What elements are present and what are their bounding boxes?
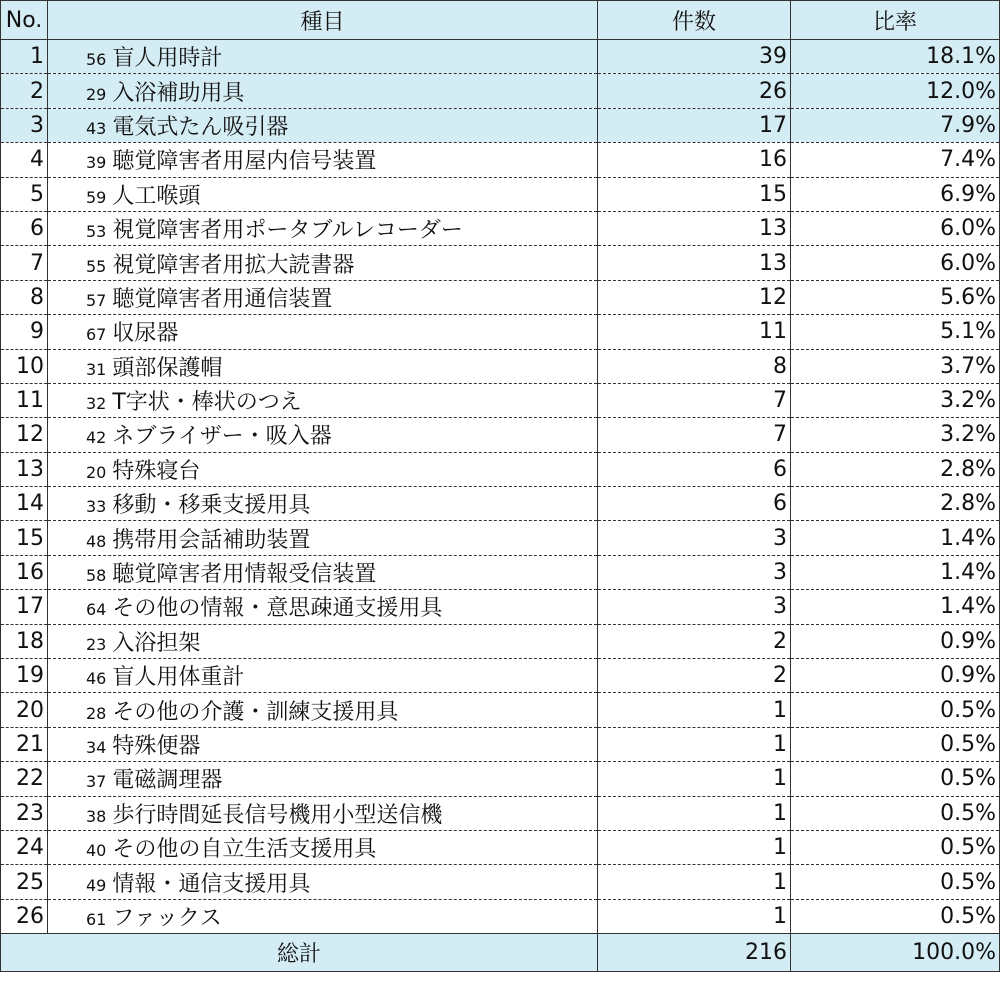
item-name: ファックス: [112, 905, 222, 931]
row-count: 1: [598, 693, 791, 727]
table-row: [1, 40, 1000, 74]
row-ratio: 7.9%: [791, 108, 1000, 142]
row-item: [48, 40, 598, 74]
row-ratio: 12.0%: [791, 74, 1000, 108]
row-ratio: 0.5%: [791, 796, 1000, 830]
header-row: [1, 1, 1000, 40]
row-ratio: 3.7%: [791, 349, 1000, 383]
item-code: 61: [86, 909, 107, 929]
row-count: 17: [598, 108, 791, 142]
row-no: 8: [1, 280, 48, 314]
table-row: [1, 280, 1000, 314]
row-count: 7: [598, 418, 791, 452]
row-no: 15: [1, 521, 48, 555]
item-name: 収尿器: [112, 321, 179, 347]
item-code: 20: [86, 462, 107, 482]
total-label: 総計: [1, 934, 598, 972]
row-no: 24: [1, 830, 48, 864]
row-item: [48, 246, 598, 280]
item-name: 視覚障害者用拡大読書器: [112, 252, 355, 278]
row-item: [48, 624, 598, 658]
row-no: 19: [1, 659, 48, 693]
header-count: 件数: [598, 1, 791, 40]
row-count: 39: [598, 40, 791, 74]
row-no: 21: [1, 727, 48, 761]
row-item: [48, 590, 598, 624]
row-no: 14: [1, 487, 48, 521]
item-code: 32: [86, 394, 107, 414]
item-code: 67: [86, 325, 107, 345]
row-ratio: 2.8%: [791, 452, 1000, 486]
row-item: [48, 693, 598, 727]
item-code: 29: [86, 84, 107, 104]
row-item: [48, 315, 598, 349]
row-no: 11: [1, 383, 48, 417]
item-code: 48: [86, 531, 107, 551]
row-count: 13: [598, 211, 791, 245]
item-code: 33: [86, 497, 107, 517]
item-code: 53: [86, 222, 107, 242]
row-no: 1: [1, 40, 48, 74]
row-count: 15: [598, 177, 791, 211]
header-ratio: 比率: [791, 1, 1000, 40]
item-code: 40: [86, 841, 107, 861]
row-item: [48, 487, 598, 521]
row-ratio: 0.5%: [791, 762, 1000, 796]
table-row: [1, 555, 1000, 589]
table-row: [1, 659, 1000, 693]
table-row: [1, 143, 1000, 177]
item-name: 移動・移乗支援用具: [112, 493, 311, 519]
total-ratio: 100.0%: [791, 934, 1000, 972]
row-ratio: 0.5%: [791, 865, 1000, 899]
row-count: 7: [598, 383, 791, 417]
row-no: 17: [1, 590, 48, 624]
item-name: 頭部保護帽: [112, 355, 223, 381]
row-count: 6: [598, 487, 791, 521]
row-ratio: 1.4%: [791, 555, 1000, 589]
table-row: [1, 624, 1000, 658]
item-code: 31: [86, 359, 107, 379]
item-name: 特殊寝台: [112, 458, 201, 484]
row-no: 22: [1, 762, 48, 796]
table-row: [1, 487, 1000, 521]
row-ratio: 0.5%: [791, 830, 1000, 864]
row-ratio: 0.5%: [791, 899, 1000, 933]
row-no: 12: [1, 418, 48, 452]
row-count: 2: [598, 659, 791, 693]
item-name: 視覚障害者用ポータブルレコーダー: [112, 218, 463, 244]
item-code: 43: [86, 118, 107, 138]
row-no: 26: [1, 899, 48, 933]
row-no: 23: [1, 796, 48, 830]
row-item: [48, 659, 598, 693]
table-row: [1, 177, 1000, 211]
row-ratio: 7.4%: [791, 143, 1000, 177]
row-item: [48, 211, 598, 245]
item-code: 23: [86, 634, 107, 654]
row-ratio: 6.9%: [791, 177, 1000, 211]
table-footer: [1, 934, 1000, 972]
row-count: 13: [598, 246, 791, 280]
row-item: [48, 349, 598, 383]
item-name: その他の情報・意思疎通支援用具: [112, 596, 443, 622]
table-row: [1, 899, 1000, 933]
row-count: 3: [598, 521, 791, 555]
table-row: [1, 590, 1000, 624]
row-no: 9: [1, 315, 48, 349]
row-no: 2: [1, 74, 48, 108]
table-row: [1, 830, 1000, 864]
row-item: [48, 418, 598, 452]
table-row: [1, 211, 1000, 245]
item-name: 歩行時間延長信号機用小型送信機: [112, 802, 443, 828]
row-ratio: 3.2%: [791, 418, 1000, 452]
row-count: 6: [598, 452, 791, 486]
row-no: 3: [1, 108, 48, 142]
item-name: 聴覚障害者用情報受信装置: [112, 562, 377, 588]
row-ratio: 5.6%: [791, 280, 1000, 314]
item-name: 電気式たん吸引器: [112, 114, 289, 140]
row-ratio: 18.1%: [791, 40, 1000, 74]
item-name: その他の介護・訓練支援用具: [112, 699, 399, 725]
row-count: 3: [598, 555, 791, 589]
row-item: [48, 521, 598, 555]
table-row: [1, 693, 1000, 727]
item-name: その他の自立生活支援用具: [112, 837, 377, 863]
item-code: 39: [86, 153, 107, 173]
table-row: [1, 246, 1000, 280]
table-row: [1, 796, 1000, 830]
row-count: 1: [598, 830, 791, 864]
table-header: [1, 1, 1000, 40]
row-item: [48, 727, 598, 761]
item-name: 聴覚障害者用通信装置: [112, 286, 333, 312]
table-row: [1, 315, 1000, 349]
row-ratio: 0.9%: [791, 624, 1000, 658]
header-no: No.: [1, 1, 48, 40]
row-count: 1: [598, 727, 791, 761]
row-count: 12: [598, 280, 791, 314]
row-item: [48, 143, 598, 177]
row-count: 3: [598, 590, 791, 624]
item-code: 59: [86, 187, 107, 207]
row-count: 1: [598, 865, 791, 899]
item-name: ネブライザー・吸入器: [112, 424, 332, 450]
row-item: [48, 762, 598, 796]
row-ratio: 0.9%: [791, 659, 1000, 693]
total-count: 216: [598, 934, 791, 972]
row-ratio: 1.4%: [791, 521, 1000, 555]
item-name: 盲人用時計: [112, 46, 223, 72]
item-name: 入浴担架: [112, 630, 201, 656]
item-name: T字状・棒状のつえ: [112, 390, 302, 416]
row-count: 8: [598, 349, 791, 383]
row-ratio: 2.8%: [791, 487, 1000, 521]
table-row: [1, 108, 1000, 142]
table-body: [1, 40, 1000, 934]
row-count: 11: [598, 315, 791, 349]
item-name: 入浴補助用具: [112, 80, 245, 106]
row-ratio: 0.5%: [791, 727, 1000, 761]
table-row: [1, 762, 1000, 796]
item-name: 特殊便器: [112, 734, 201, 759]
item-name: 情報・通信支援用具: [112, 871, 311, 897]
item-code: 46: [86, 669, 107, 689]
row-no: 25: [1, 865, 48, 899]
header-item: 種目: [48, 1, 598, 40]
row-count: 16: [598, 143, 791, 177]
row-ratio: 0.5%: [791, 693, 1000, 727]
row-ratio: 5.1%: [791, 315, 1000, 349]
row-ratio: 6.0%: [791, 246, 1000, 280]
row-no: 13: [1, 452, 48, 486]
row-no: 20: [1, 693, 48, 727]
row-no: 10: [1, 349, 48, 383]
item-code: 57: [86, 290, 107, 310]
row-count: 1: [598, 796, 791, 830]
item-code: 28: [86, 703, 107, 723]
item-code: 49: [86, 875, 107, 895]
item-code: 64: [86, 600, 107, 620]
table-row: [1, 383, 1000, 417]
table-row: [1, 349, 1000, 383]
row-no: 5: [1, 177, 48, 211]
row-count: 1: [598, 899, 791, 933]
row-item: [48, 383, 598, 417]
row-no: 7: [1, 246, 48, 280]
row-ratio: 6.0%: [791, 211, 1000, 245]
row-no: 6: [1, 211, 48, 245]
table-row: [1, 74, 1000, 108]
table-row: [1, 452, 1000, 486]
table-row: [1, 727, 1000, 761]
row-item: [48, 830, 598, 864]
item-code: 42: [86, 428, 107, 448]
row-item: [48, 177, 598, 211]
item-name: 盲人用体重計: [112, 665, 245, 691]
table-row: [1, 865, 1000, 899]
row-item: [48, 796, 598, 830]
row-no: 4: [1, 143, 48, 177]
item-name: 人工喉頭: [112, 183, 201, 209]
row-ratio: 3.2%: [791, 383, 1000, 417]
row-no: 18: [1, 624, 48, 658]
row-item: [48, 865, 598, 899]
item-name: 聴覚障害者用屋内信号装置: [112, 149, 377, 175]
table-row: [1, 418, 1000, 452]
row-item: [48, 555, 598, 589]
item-code: 55: [86, 256, 107, 276]
item-code: 38: [86, 806, 107, 826]
item-code: 34: [86, 738, 107, 757]
row-ratio: 1.4%: [791, 590, 1000, 624]
item-code: 37: [86, 772, 107, 792]
row-count: 1: [598, 762, 791, 796]
item-name: 電磁調理器: [112, 768, 223, 794]
item-code: 56: [86, 50, 107, 70]
row-item: [48, 899, 598, 933]
row-item: [48, 74, 598, 108]
item-code: 58: [86, 566, 107, 586]
total-row: [1, 934, 1000, 972]
row-count: 2: [598, 624, 791, 658]
row-item: [48, 108, 598, 142]
row-no: 16: [1, 555, 48, 589]
item-name: 携帯用会話補助装置: [112, 527, 311, 553]
row-item: [48, 452, 598, 486]
row-count: 26: [598, 74, 791, 108]
table-row: [1, 521, 1000, 555]
row-item: [48, 280, 598, 314]
